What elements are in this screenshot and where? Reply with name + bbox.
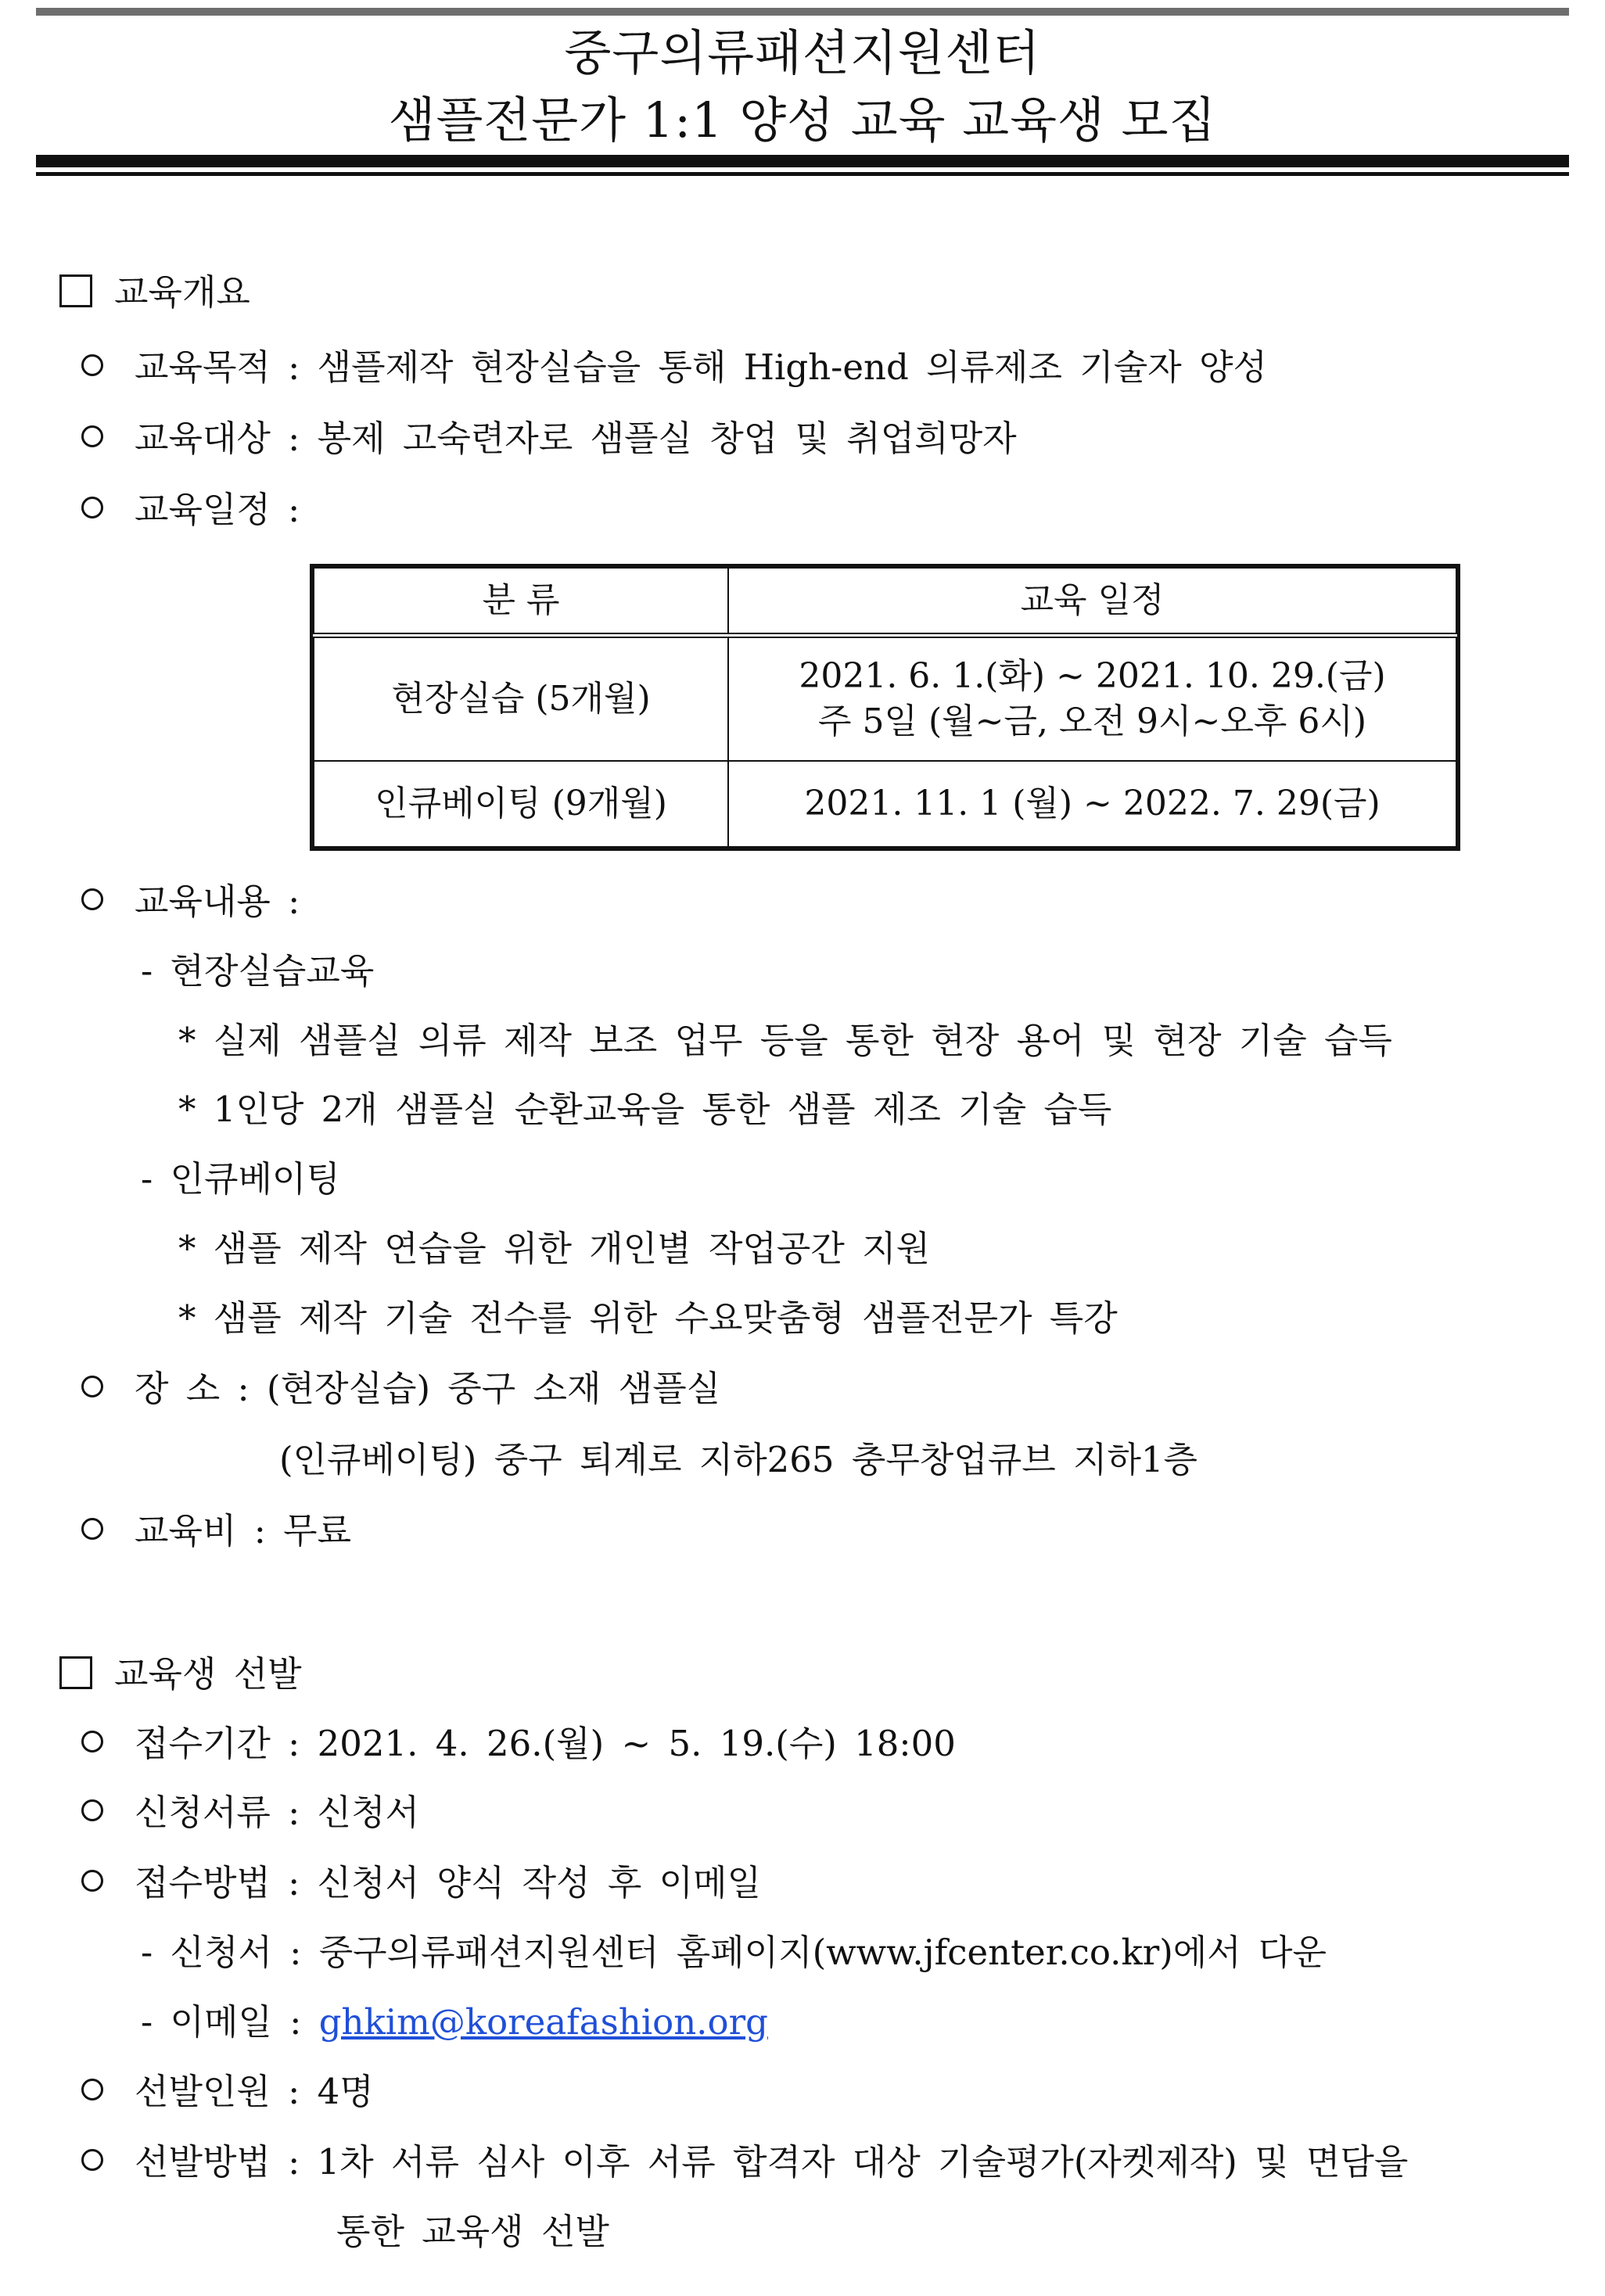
email-link[interactable]: ghkim@koreafashion.org — [318, 2001, 768, 2043]
circle-bullet-icon — [81, 1799, 103, 1821]
table-cell-category: 인큐베이팅 (9개월) — [314, 761, 728, 847]
page-title-line-1: 중구의류패션지원센터 — [564, 24, 1041, 81]
table-cell-schedule: 2021. 11. 1 (월) ~ 2022. 7. 29(금) — [728, 761, 1456, 847]
list-item-location: 장 소 : (현장실습) 중구 소재 샘플실 — [81, 1365, 720, 1412]
page-title-line-2: 샘플전문가 1:1 양성 교육 교육생 모집 — [388, 91, 1217, 149]
circle-bullet-icon — [81, 2149, 103, 2171]
table-header-category: 분 류 — [314, 568, 728, 636]
list-item-documents: 신청서류 : 신청서 — [81, 1789, 419, 1836]
content-incubation-item: * 샘플 제작 기술 전수를 위한 수요맞춤형 샘플전문가 특강 — [178, 1297, 1118, 1339]
checkbox-square-icon — [59, 1656, 92, 1689]
circle-bullet-icon — [81, 425, 103, 447]
list-item-process: 선발방법 : 1차 서류 심사 이후 서류 합격자 대상 기술평가(자켓제작) 및 면담을 — [81, 2139, 1408, 2186]
schedule-hours: 주 5일 (월~금, 오전 9시~오후 6시) — [817, 701, 1366, 741]
list-item-target: 교육대상 : 봉제 고숙련자로 샘플실 창업 및 취업희망자 — [81, 415, 1017, 462]
title-double-rule-thin — [36, 172, 1569, 176]
section-heading-overview: 교육개요 — [59, 269, 250, 316]
list-item-period: 접수기간 : 2021. 4. 26.(월) ~ 5. 19.(수) 18:00 — [81, 1720, 956, 1767]
content-incubation-title: - 인큐베이팅 — [141, 1158, 340, 1200]
table-cell-schedule — [728, 636, 1456, 762]
process-line-2: 통한 교육생 선발 — [336, 2211, 609, 2252]
list-item-purpose: 교육목적 : 샘플제작 현장실습을 통해 High-end 의류제조 기술자 양성 — [81, 344, 1267, 391]
circle-bullet-icon — [81, 1376, 103, 1397]
circle-bullet-icon — [81, 354, 103, 376]
content-incubation-item: * 샘플 제작 연습을 위한 개인별 작업공간 지원 — [178, 1228, 931, 1269]
content-field-title: - 현장실습교육 — [141, 950, 375, 992]
list-item-schedule: 교육일정 : — [81, 486, 300, 533]
schedule-dates: 2021. 6. 1.(화) ~ 2021. 10. 29.(금) — [799, 656, 1386, 696]
content-field-item: * 실제 샘플실 의류 제작 보조 업무 등을 통한 현장 용어 및 현장 기술 습득 — [178, 1020, 1392, 1061]
table-header-schedule: 교육 일정 — [728, 568, 1456, 636]
circle-bullet-icon — [81, 1870, 103, 1892]
circle-bullet-icon — [81, 2079, 103, 2100]
schedule-table — [313, 567, 1457, 848]
table-row — [314, 761, 1456, 847]
list-item-count: 선발인원 : 4명 — [81, 2068, 374, 2115]
list-item-method: 접수방법 : 신청서 양식 작성 후 이메일 — [81, 1860, 761, 1907]
checkbox-square-icon — [59, 274, 92, 307]
title-double-rule-thick — [36, 155, 1569, 167]
table-row — [314, 636, 1456, 762]
top-gray-rule — [36, 8, 1569, 16]
email-line: - 이메일 : ghkim@koreafashion.org — [141, 2001, 768, 2043]
form-download-line: - 신청서 : 중구의류패션지원센터 홈페이지(www.jfcenter.co.kr)에서 다운 — [141, 1932, 1327, 1973]
circle-bullet-icon — [81, 1731, 103, 1752]
circle-bullet-icon — [81, 888, 103, 910]
circle-bullet-icon — [81, 1518, 103, 1540]
table-cell-category: 현장실습 (5개월) — [314, 636, 728, 762]
list-item-fee: 교육비 : 무료 — [81, 1508, 351, 1555]
content-field-item: * 1인당 2개 샘플실 순환교육을 통한 샘플 제조 기술 습득 — [178, 1089, 1112, 1130]
table-header-row — [314, 568, 1456, 636]
list-item-content: 교육내용 : — [81, 878, 300, 925]
circle-bullet-icon — [81, 497, 103, 518]
section-heading-selection: 교육생 선발 — [59, 1651, 302, 1698]
location-line-2: (인큐베이팅) 중구 퇴계로 지하265 충무창업큐브 지하1층 — [279, 1439, 1198, 1480]
